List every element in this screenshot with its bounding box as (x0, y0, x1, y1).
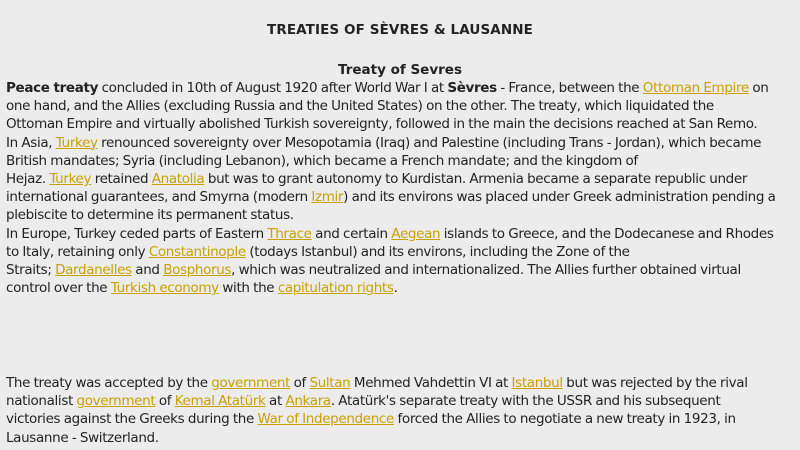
text-run: victories against the Greeks during the (6, 411, 258, 428)
text-run: . Atatürk's separate treaty with the USSR and his subsequent (330, 393, 721, 410)
text-run: , which was neutralized and internationalized. The Allies further obtained virtual (231, 262, 741, 279)
text-line: Lausanne - Switzerland. (6, 429, 159, 446)
text-run: of (155, 393, 175, 410)
text-line (6, 374, 796, 392)
text-run: but was rejected by the rival (562, 375, 748, 391)
section-title: Treaty of Sevres (338, 62, 462, 78)
text-run: (todays Istanbul) and its environs, including the Zone of the (245, 243, 630, 260)
text-run: In Asia, (6, 134, 56, 151)
link-anatolia[interactable]: Anatolia (151, 171, 205, 188)
text-run: - France, between the (496, 80, 643, 96)
text-line: British mandates; Syria (including Lebanon), which became a French mandate; and the kingdom of (6, 152, 638, 169)
link-dardanelles[interactable]: Dardanelles (55, 262, 132, 279)
link-istanbul[interactable]: Istanbul (511, 375, 563, 391)
link-government[interactable]: government (76, 393, 156, 410)
paragraph-sevres (6, 79, 796, 297)
link-government[interactable]: government (211, 375, 291, 391)
text-run: Mehmed Vahdettin VI at (350, 375, 512, 391)
text-line (6, 243, 796, 261)
text-line (6, 79, 796, 97)
text-run: Straits; (6, 262, 56, 279)
text-line (6, 279, 796, 297)
bold-term: Sèvres (447, 80, 497, 96)
page-title: TREATIES OF SÈVRES & LAUSANNE (267, 22, 533, 38)
text-line (6, 261, 796, 279)
link-ottoman-empire[interactable]: Ottoman Empire (642, 80, 749, 96)
text-line (6, 225, 796, 243)
text-line: one hand, and the Allies (excluding Russia and the United States) on the other. The treaty, which liquidated the (6, 98, 714, 115)
link-constantinople[interactable]: Constantinople (148, 243, 246, 260)
text-run: concluded in 10th of August 1920 after World War I at (98, 80, 448, 96)
paragraph-lausanne (6, 374, 796, 447)
link-war-of-independence[interactable]: War of Independence (257, 411, 394, 428)
link-turkey[interactable]: Turkey (55, 134, 98, 151)
link-izmir[interactable]: Izmir (311, 189, 344, 206)
text-run: Hejaz. (6, 171, 50, 188)
text-run: ) and its environs was placed under Greek administration pending a (343, 189, 776, 206)
link-bosphorus[interactable]: Bosphorus (163, 262, 232, 279)
link-ankara[interactable]: Ankara (285, 393, 331, 410)
text-run: The treaty was accepted by the (6, 375, 212, 391)
text-run: on (748, 80, 769, 96)
link-sultan[interactable]: Sultan (309, 375, 351, 391)
text-line (6, 410, 796, 428)
text-run: islands to Greece, and the Dodecanese and Rhodes (440, 225, 774, 242)
text-line (6, 134, 796, 152)
text-line (6, 392, 796, 410)
text-line: plebiscite to determine its permanent status. (6, 207, 294, 224)
text-run: forced the Allies to negotiate a new treaty in 1923, in (393, 411, 736, 428)
text-run: at (265, 393, 286, 410)
link-capitulation-rights[interactable]: capitulation rights (277, 280, 394, 297)
link-kemal-ataturk[interactable]: Kemal Atatürk (174, 393, 266, 410)
text-run: to Italy, retaining only (6, 243, 149, 260)
link-turkish-economy[interactable]: Turkish economy (110, 280, 219, 297)
text-line: Ottoman Empire and virtually abolished Turkish sovereignty, followed in the main the decisions reached at San Remo. (6, 116, 758, 133)
text-run: and certain (311, 225, 392, 242)
text-run: control over the (6, 280, 111, 297)
text-run: of (290, 375, 310, 391)
text-run: international guarantees, and Smyrna (modern (6, 189, 312, 206)
text-line (6, 170, 796, 188)
text-run: . (393, 280, 398, 297)
text-run: with the (218, 280, 278, 297)
text-run: nationalist (6, 393, 77, 410)
link-aegean[interactable]: Aegean (391, 225, 441, 242)
text-run: In Europe, Turkey ceded parts of Eastern (6, 225, 268, 242)
text-run: retained (91, 171, 152, 188)
text-run: but was to grant autonomy to Kurdistan. Armenia became a separate republic under (204, 171, 748, 188)
text-run: and (131, 262, 164, 279)
text-run: renounced sovereignty over Mesopotamia (Iraq) and Palestine (including Trans - Jordan), which became (97, 134, 762, 151)
bold-term: Peace treaty (6, 80, 99, 96)
link-thrace[interactable]: Thrace (267, 225, 312, 242)
text-line (6, 188, 796, 206)
link-turkey[interactable]: Turkey (49, 171, 92, 188)
